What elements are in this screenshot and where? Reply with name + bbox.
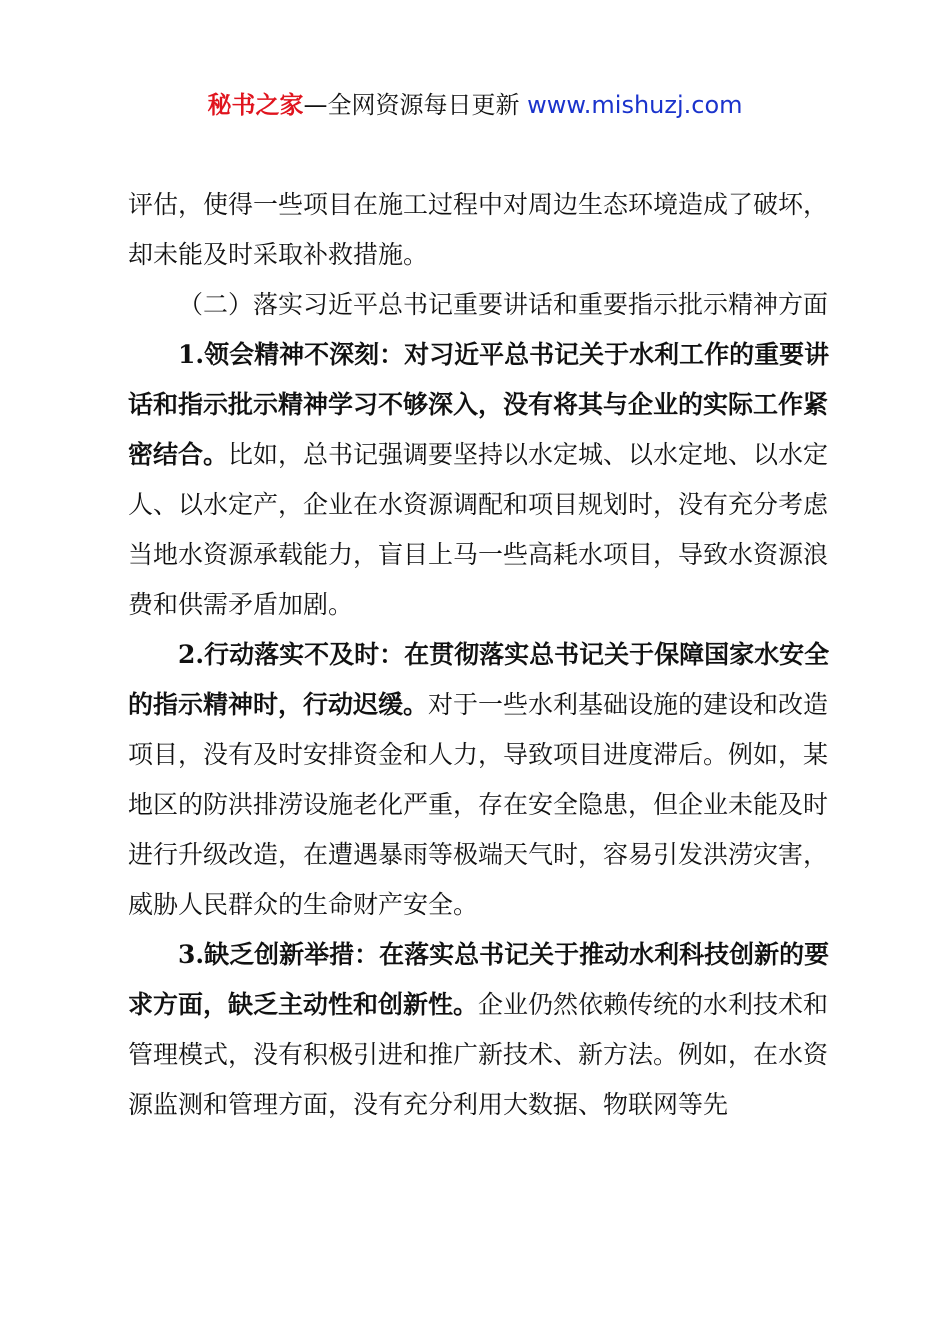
item-body: 企业仍然依赖传统的水利技术和管理模式，没有积极引进和推广新技术、新方法。例如，在水资源监测和管理方面，没有充分利用大数据、物联网等先 bbox=[128, 990, 829, 1119]
document-body bbox=[128, 180, 832, 1130]
section-heading: （二）落实习近平总书记重要讲话和重要指示批示精神方面 bbox=[178, 290, 829, 319]
site-header bbox=[0, 90, 950, 120]
paragraph-item-1 bbox=[128, 330, 832, 630]
site-url-link[interactable]: www.mishuzj.com bbox=[527, 91, 743, 119]
item-number: 1. bbox=[178, 340, 205, 369]
brand-name: 秘书之家 bbox=[207, 91, 304, 119]
item-lead-bold: 行动落实不及时：在贯彻落实总书记关于保障国家水安全的指示精神时，行动迟缓。 bbox=[128, 640, 830, 719]
item-body: 比如，总书记强调要坚持以水定城、以水定地、以水定人、以水定产，企业在水资源调配和项目规划时，没有充分考虑当地水资源承载能力，盲目上马一些高耗水项目，导致水资源浪费和供需矛盾加剧。 bbox=[128, 440, 829, 619]
item-lead-bold: 缺乏创新举措：在落实总书记关于推动水利科技创新的要求方面，缺乏主动性和创新性。 bbox=[128, 940, 830, 1019]
item-number: 2. bbox=[178, 640, 205, 669]
paragraph-item-3 bbox=[128, 930, 832, 1130]
item-number: 3. bbox=[178, 940, 205, 969]
item-body: 对于一些水利基础设施的建设和改造项目，没有及时安排资金和人力，导致项目进度滞后。例如，某地区的防洪排涝设施老化严重，存在安全隐患，但企业未能及时进行升级改造，在遭遇暴雨等极端天气时，容易引发洪涝灾害，威胁人民群众的生命财产安全。 bbox=[128, 690, 829, 919]
paragraph-item-2 bbox=[128, 630, 832, 930]
item-lead-bold: 领会精神不深刻：对习近平总书记关于水利工作的重要讲话和指示批示精神学习不够深入，没有将其与企业的实际工作紧密结合。 bbox=[128, 340, 830, 469]
header-slogan: —全网资源每日更新 bbox=[303, 91, 528, 119]
paragraph-continued: 评估，使得一些项目在施工过程中对周边生态环境造成了破坏，却未能及时采取补救措施。 bbox=[128, 190, 829, 269]
